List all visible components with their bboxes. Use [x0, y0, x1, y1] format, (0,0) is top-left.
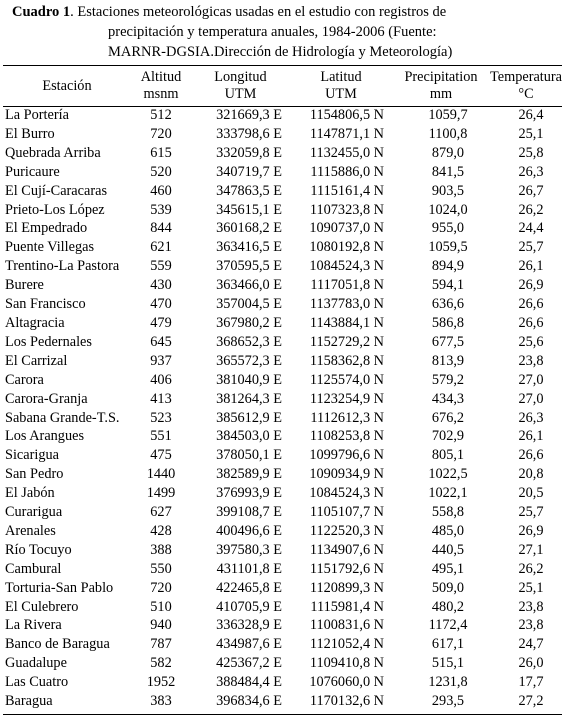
cell-temperature: 27,0	[518, 371, 544, 388]
cell-temperature: 25,8	[518, 144, 544, 161]
cell-station: Arenales	[5, 522, 56, 539]
cell-longitude: 367980,2 E	[216, 314, 282, 331]
table-row	[3, 276, 562, 295]
cell-latitude: 1117051,8 N	[310, 277, 384, 294]
table-row	[3, 371, 562, 390]
cell-precipitation: 903,5	[431, 182, 465, 199]
cell-precipitation: 702,9	[431, 428, 465, 445]
cell-longitude: 370595,5 E	[216, 258, 282, 275]
cell-longitude: 333798,6 E	[216, 125, 282, 142]
cell-precipitation: 1059,7	[428, 107, 468, 123]
cell-longitude: 422465,8 E	[216, 579, 282, 596]
cell-longitude: 357004,5 E	[216, 296, 282, 313]
cell-precipitation: 434,3	[431, 390, 465, 407]
cell-temperature: 25,6	[518, 333, 544, 350]
cell-station: Carora	[5, 371, 44, 388]
cell-temperature: 26,9	[518, 277, 544, 294]
cell-longitude: 321669,3 E	[216, 107, 282, 123]
cell-latitude: 1080192,8 N	[309, 239, 384, 256]
cell-temperature: 27,1	[518, 541, 544, 558]
cell-temperature: 26,4	[518, 107, 544, 123]
cell-altitude: 1952	[146, 674, 176, 691]
cell-precipitation: 617,1	[431, 636, 465, 653]
cell-altitude: 475	[150, 447, 172, 464]
cell-latitude: 1158362,8 N	[309, 352, 384, 369]
cell-precipitation: 841,5	[431, 163, 465, 180]
header-longitude	[191, 66, 290, 106]
cell-temperature: 27,0	[518, 390, 544, 407]
header-altitude	[131, 66, 191, 106]
cell-station: Puente Villegas	[5, 239, 95, 256]
cell-latitude: 1107323,8 N	[309, 201, 384, 218]
cell-station: Quebrada Arriba	[5, 144, 101, 161]
cell-temperature: 25,7	[518, 239, 544, 256]
header-latitude	[290, 66, 392, 106]
table-row	[3, 427, 562, 446]
table-row	[3, 579, 562, 598]
cell-temperature: 20,5	[518, 485, 544, 502]
cell-precipitation: 594,1	[431, 277, 465, 294]
header-temperature-line2: °C	[518, 86, 534, 102]
cell-temperature: 24,7	[518, 636, 544, 653]
table-row	[3, 238, 562, 257]
cell-station: San Francisco	[5, 296, 86, 313]
cell-station: Cambural	[5, 560, 62, 577]
cell-longitude: 388484,4 E	[216, 674, 282, 691]
cell-latitude: 1109410,8 N	[309, 655, 384, 672]
cell-temperature: 23,8	[518, 352, 544, 369]
cell-latitude: 1125574,0 N	[309, 371, 384, 388]
cell-precipitation: 558,8	[431, 504, 465, 521]
cell-precipitation: 293,5	[431, 693, 465, 710]
cell-precipitation: 879,0	[431, 144, 465, 161]
cell-latitude: 1108253,8 N	[309, 428, 384, 445]
table-row	[3, 409, 562, 428]
table-row	[3, 144, 562, 163]
cell-precipitation: 480,2	[431, 598, 465, 615]
cell-longitude: 378050,1 E	[216, 447, 282, 464]
cell-longitude: 336328,9 E	[216, 617, 282, 634]
cell-latitude: 1154806,5 N	[309, 107, 384, 123]
cell-station: Prieto-Los López	[5, 201, 105, 218]
table-row	[3, 446, 562, 465]
table-row	[3, 673, 562, 692]
table-header	[3, 66, 562, 106]
cell-precipitation: 495,1	[431, 560, 465, 577]
table-row	[3, 219, 562, 238]
table-row	[3, 125, 562, 144]
cell-latitude: 1134907,6 N	[309, 541, 384, 558]
cell-precipitation: 586,8	[431, 314, 465, 331]
cell-altitude: 510	[150, 598, 172, 615]
table-caption	[12, 2, 557, 62]
cell-altitude: 460	[150, 182, 172, 199]
table-row	[3, 692, 562, 711]
header-altitude-line1: Altitud	[140, 69, 182, 85]
cell-latitude: 1132455,0 N	[309, 144, 384, 161]
table-row	[3, 503, 562, 522]
cell-station: El Carrizal	[5, 352, 68, 369]
header-row	[3, 66, 562, 106]
table-row	[3, 598, 562, 617]
cell-longitude: 381040,9 E	[216, 371, 282, 388]
stations-table	[3, 66, 562, 711]
cell-latitude: 1123254,9 N	[309, 390, 384, 407]
cell-altitude: 844	[150, 220, 172, 237]
cell-station: Torturia-San Pablo	[5, 579, 114, 596]
cell-station: San Pedro	[5, 466, 64, 483]
caption-label: Cuadro 1	[12, 4, 71, 20]
cell-altitude: 1499	[146, 485, 176, 502]
cell-longitude: 400496,6 E	[216, 522, 282, 539]
cell-temperature: 25,7	[518, 504, 544, 521]
cell-altitude: 787	[150, 636, 172, 653]
cell-temperature: 20,8	[518, 466, 544, 483]
cell-altitude: 720	[150, 125, 172, 142]
cell-altitude: 428	[150, 522, 172, 539]
cell-station: La Portería	[5, 107, 69, 123]
cell-longitude: 381264,3 E	[216, 390, 282, 407]
header-precipitation-line1: Precipitation	[404, 69, 478, 85]
cell-station: El Jabón	[5, 485, 55, 502]
header-temperature-line1: Temperatura	[490, 69, 563, 85]
table-row	[3, 635, 562, 654]
caption-line-2: precipitación y temperatura anuales, 1984-2006 (Fuente:	[108, 24, 437, 40]
cell-longitude: 384503,0 E	[216, 428, 282, 445]
cell-latitude: 1076060,0 N	[309, 674, 384, 691]
table-body	[3, 106, 562, 711]
header-station-line1: Estación	[42, 77, 92, 94]
header-longitude-line2: UTM	[224, 86, 257, 102]
header-station	[3, 66, 131, 106]
cell-station: Curarigua	[5, 504, 63, 521]
cell-precipitation: 955,0	[431, 220, 465, 237]
cell-longitude: 396834,6 E	[216, 693, 282, 710]
cell-altitude: 582	[150, 655, 172, 672]
cell-latitude: 1090737,0 N	[309, 220, 384, 237]
cell-temperature: 23,8	[518, 598, 544, 615]
cell-precipitation: 1024,0	[428, 201, 468, 218]
caption-text-1: . Estaciones meteorológicas usadas en el estudio con registros de	[70, 4, 447, 20]
cell-longitude: 332059,8 E	[216, 144, 282, 161]
cell-station: El Cují-Caracaras	[5, 182, 108, 199]
cell-latitude: 1084524,3 N	[309, 485, 384, 502]
cell-precipitation: 894,9	[431, 258, 465, 275]
cell-station: Los Arangues	[5, 428, 85, 445]
table-row	[3, 484, 562, 503]
table-row	[3, 560, 562, 579]
cell-precipitation: 1172,4	[428, 617, 468, 634]
cell-temperature: 27,2	[518, 693, 544, 710]
table-row	[3, 257, 562, 276]
cell-precipitation: 676,2	[431, 409, 465, 426]
caption-line-1	[12, 2, 557, 22]
cell-station: El Culebrero	[5, 598, 79, 615]
cell-precipitation: 515,1	[431, 655, 465, 672]
cell-temperature: 26,6	[518, 314, 544, 331]
cell-precipitation: 636,6	[431, 296, 465, 313]
header-latitude-line1: Latitud	[320, 69, 362, 85]
cell-latitude: 1099796,6 N	[309, 447, 384, 464]
cell-longitude: 410705,9 E	[216, 598, 282, 615]
table-row	[3, 163, 562, 182]
cell-precipitation: 1231,8	[428, 674, 468, 691]
cell-temperature: 26,9	[518, 522, 544, 539]
cell-precipitation: 1100,8	[428, 125, 468, 142]
cell-precipitation: 1059,5	[428, 239, 468, 256]
cell-temperature: 26,0	[518, 655, 544, 672]
cell-latitude: 1090934,9 N	[309, 466, 384, 483]
cell-longitude: 397580,3 E	[216, 541, 282, 558]
cell-longitude: 365572,3 E	[216, 352, 282, 369]
cell-latitude: 1112612,3 N	[310, 409, 384, 426]
header-altitude-line2: msnm	[143, 86, 179, 102]
table-row	[3, 201, 562, 220]
cell-station: Banco de Baragua	[5, 636, 110, 653]
cell-longitude: 363466,0 E	[216, 277, 282, 294]
cell-altitude: 550	[150, 560, 172, 577]
cell-precipitation: 579,2	[431, 371, 465, 388]
table-row	[3, 106, 562, 125]
table-row	[3, 541, 562, 560]
cell-altitude: 627	[150, 504, 172, 521]
cell-altitude: 520	[150, 163, 172, 180]
cell-longitude: 431101,8 E	[216, 560, 282, 577]
cell-precipitation: 485,0	[431, 522, 465, 539]
cell-longitude: 385612,9 E	[216, 409, 282, 426]
cell-longitude: 360168,2 E	[216, 220, 282, 237]
header-longitude-line1: Longitud	[214, 69, 267, 85]
cell-latitude: 1143884,1 N	[309, 314, 384, 331]
cell-temperature: 26,3	[518, 163, 544, 180]
table-row	[3, 465, 562, 484]
cell-station: Sabana Grande-T.S.	[5, 409, 120, 426]
cell-longitude: 434987,6 E	[216, 636, 282, 653]
cell-station: El Burro	[5, 125, 55, 142]
cell-longitude: 340719,7 E	[216, 163, 282, 180]
cell-latitude: 1115981,4 N	[310, 598, 384, 615]
cell-precipitation: 509,0	[431, 579, 465, 596]
cell-latitude: 1122520,3 N	[309, 522, 384, 539]
cell-latitude: 1152729,2 N	[309, 333, 384, 350]
cell-temperature: 23,8	[518, 617, 544, 634]
cell-latitude: 1115161,4 N	[310, 182, 384, 199]
cell-longitude: 425367,2 E	[216, 655, 282, 672]
cell-temperature: 26,1	[518, 428, 544, 445]
header-precipitation-line2: mm	[429, 86, 453, 102]
cell-temperature: 26,1	[518, 258, 544, 275]
cell-latitude: 1170132,6 N	[309, 693, 384, 710]
cell-longitude: 376993,9 E	[216, 485, 282, 502]
cell-latitude: 1147871,1 N	[309, 125, 384, 142]
cell-temperature: 25,1	[518, 579, 544, 596]
cell-altitude: 720	[150, 579, 172, 596]
cell-temperature: 26,2	[518, 560, 544, 577]
cell-latitude: 1100831,6 N	[309, 617, 384, 634]
cell-precipitation: 1022,1	[428, 485, 468, 502]
cell-temperature: 26,2	[518, 201, 544, 218]
cell-latitude: 1105107,7 N	[309, 504, 384, 521]
cell-altitude: 551	[150, 428, 172, 445]
cell-precipitation: 813,9	[431, 352, 465, 369]
cell-altitude: 470	[150, 296, 172, 313]
cell-latitude: 1120899,3 N	[309, 579, 384, 596]
cell-station: Puricaure	[5, 163, 60, 180]
cell-temperature: 26,7	[518, 182, 544, 199]
cell-altitude: 559	[150, 258, 172, 275]
cell-altitude: 383	[150, 693, 172, 710]
cell-station: Carora-Granja	[5, 390, 88, 407]
cell-precipitation: 805,1	[431, 447, 465, 464]
cell-station: Los Pedernales	[5, 333, 92, 350]
table-row	[3, 522, 562, 541]
cell-precipitation: 677,5	[431, 333, 465, 350]
cell-longitude: 345615,1 E	[216, 201, 282, 218]
cell-altitude: 539	[150, 201, 172, 218]
cell-station: Baragua	[5, 693, 53, 710]
table-bottom-rule	[3, 714, 562, 715]
cell-temperature: 24,4	[518, 220, 544, 237]
cell-station: Río Tocuyo	[5, 541, 72, 558]
cell-longitude: 382589,9 E	[216, 466, 282, 483]
cell-altitude: 523	[150, 409, 172, 426]
cell-temperature: 26,6	[518, 447, 544, 464]
cell-altitude: 1440	[146, 466, 176, 483]
table-row	[3, 654, 562, 673]
cell-precipitation: 1022,5	[428, 466, 468, 483]
cell-longitude: 399108,7 E	[216, 504, 282, 521]
cell-altitude: 645	[150, 333, 172, 350]
header-temperature	[490, 66, 562, 106]
cell-altitude: 479	[150, 314, 172, 331]
cell-altitude: 621	[150, 239, 172, 256]
caption-line-3: MARNR-DGSIA.Dirección de Hidrología y Meteorología)	[108, 44, 453, 60]
table-row	[3, 390, 562, 409]
cell-longitude: 368652,3 E	[216, 333, 282, 350]
cell-station: Trentino-La Pastora	[5, 258, 120, 275]
cell-altitude: 937	[150, 352, 172, 369]
cell-altitude: 940	[150, 617, 172, 634]
table-row	[3, 352, 562, 371]
cell-station: Burere	[5, 277, 44, 294]
cell-temperature: 26,3	[518, 409, 544, 426]
cell-station: La Rivera	[5, 617, 62, 634]
cell-latitude: 1137783,0 N	[309, 296, 384, 313]
cell-station: Altagracia	[5, 314, 65, 331]
header-precipitation	[392, 66, 490, 106]
cell-temperature: 26,6	[518, 296, 544, 313]
cell-latitude: 1115886,0 N	[310, 163, 384, 180]
cell-temperature: 25,1	[518, 125, 544, 142]
cell-altitude: 406	[150, 371, 172, 388]
table-row	[3, 182, 562, 201]
table-row	[3, 616, 562, 635]
cell-latitude: 1121052,4 N	[309, 636, 384, 653]
cell-altitude: 615	[150, 144, 172, 161]
cell-station: Las Cuatro	[5, 674, 69, 691]
cell-longitude: 363416,5 E	[216, 239, 282, 256]
header-latitude-line2: UTM	[325, 86, 357, 102]
cell-station: Sicarigua	[5, 447, 59, 464]
table-row	[3, 295, 562, 314]
table-row	[3, 333, 562, 352]
cell-station: Guadalupe	[5, 655, 67, 672]
cell-latitude: 1084524,3 N	[309, 258, 384, 275]
cell-altitude: 430	[150, 277, 172, 294]
cell-longitude: 347863,5 E	[216, 182, 282, 199]
table-row	[3, 314, 562, 333]
cell-temperature: 17,7	[518, 674, 544, 691]
cell-altitude: 413	[150, 390, 172, 407]
cell-precipitation: 440,5	[431, 541, 465, 558]
cell-altitude: 512	[150, 107, 172, 123]
cell-station: El Empedrado	[5, 220, 88, 237]
cell-latitude: 1151792,6 N	[309, 560, 384, 577]
cell-altitude: 388	[150, 541, 172, 558]
